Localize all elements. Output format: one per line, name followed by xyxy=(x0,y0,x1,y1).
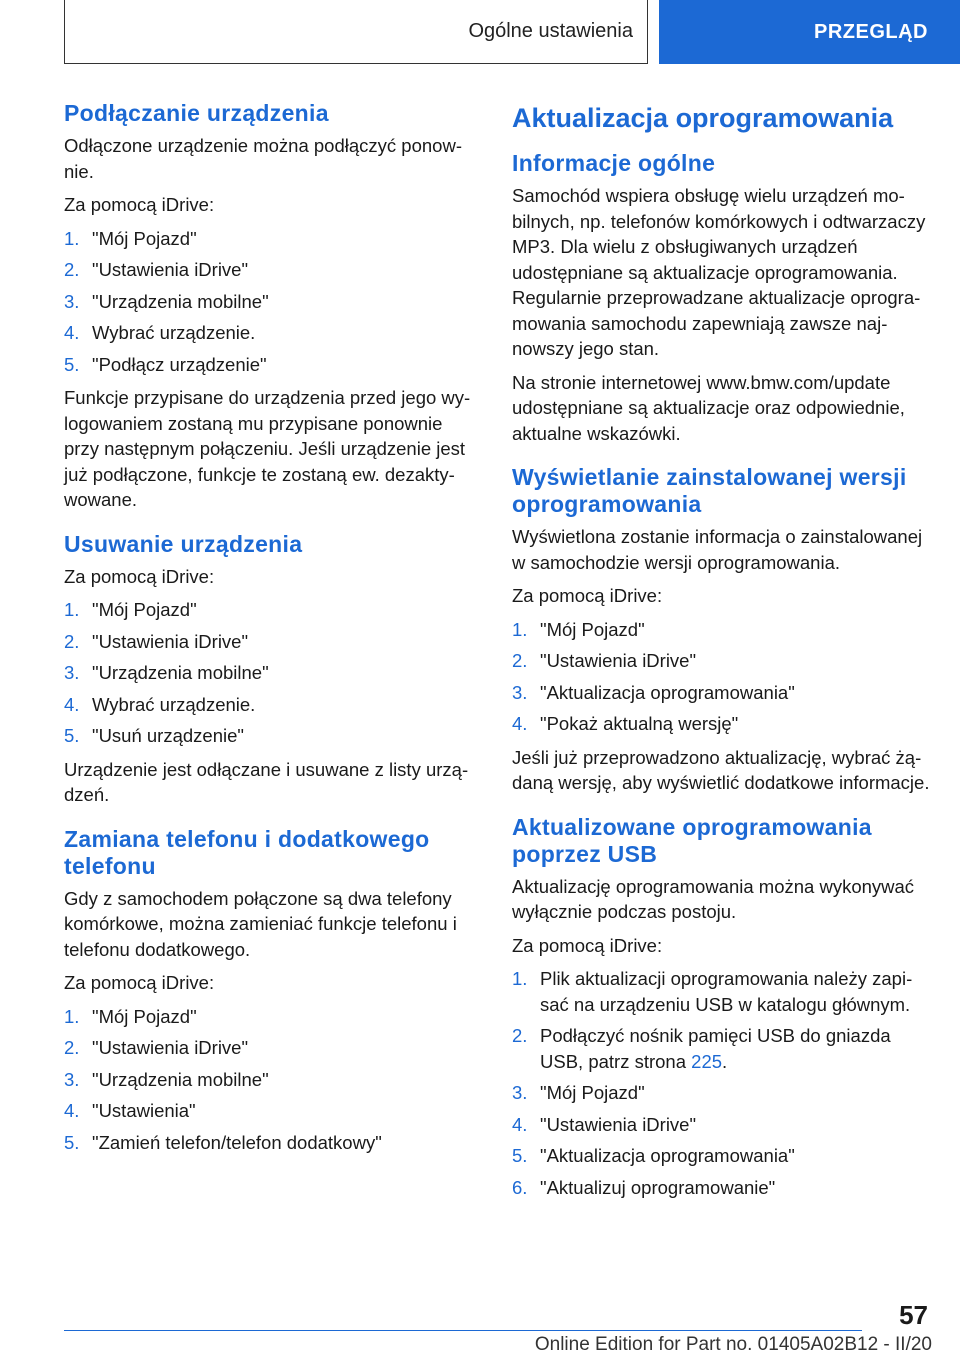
swap-intro: Gdy z samochodem połączone są dwa telefony komórkowe, można zamieniać funkcje telefonu i telefonu dodatkowego. xyxy=(64,887,457,960)
list-item xyxy=(64,226,482,252)
heading-swap-phone: Zamiana telefonu i dodatkowego telefonu xyxy=(64,825,430,879)
step-number: 5. xyxy=(64,353,80,375)
section-general-info xyxy=(512,150,930,446)
step-number: 4. xyxy=(64,693,80,715)
step-text: Podłączyć nośnik pamięci USB do gniazda USB, patrz strona xyxy=(540,1025,891,1072)
usb-intro: Aktualizację oprogramowania można wykonywać wyłącznie podczas postoju. xyxy=(512,875,915,922)
step-number: 4. xyxy=(512,713,528,734)
list-item xyxy=(64,1067,482,1093)
swap-steps xyxy=(64,1004,482,1156)
list-item xyxy=(64,1130,482,1156)
step-text: "Urządzenia mobilne" xyxy=(92,1068,269,1090)
step-text: "Pokaż aktualną wersję" xyxy=(540,713,739,734)
step-text: "Mój Pojazd" xyxy=(92,599,197,620)
list-item xyxy=(512,1175,930,1201)
connect-via: Za pomocą iDrive: xyxy=(64,194,215,215)
step-number: 5. xyxy=(64,725,80,746)
step-text: "Ustawienia iDrive" xyxy=(92,630,249,652)
step-number: 3. xyxy=(512,1082,528,1103)
usb-via: Za pomocą iDrive: xyxy=(512,934,663,956)
step-number: 5. xyxy=(64,1131,80,1153)
list-item xyxy=(64,1035,482,1061)
step-text: "Aktualizacja oprogramowania" xyxy=(540,681,795,703)
step-text: "Urządzenia mobilne" xyxy=(92,662,269,683)
step-text: "Ustawienia iDrive" xyxy=(540,1113,697,1135)
right-column xyxy=(512,100,930,1218)
step-number: 4. xyxy=(64,1100,80,1121)
step-number: 2. xyxy=(64,630,80,652)
step-number: 1. xyxy=(64,227,80,249)
step-text: "Usuń urządzenie" xyxy=(92,725,244,746)
step-text: "Mój Pojazd" xyxy=(92,227,197,249)
list-item xyxy=(512,1023,930,1074)
version-via: Za pomocą iDrive: xyxy=(512,585,663,606)
tab-overview[interactable] xyxy=(659,0,960,64)
step-text: "Podłącz urządzenie" xyxy=(92,353,267,375)
list-item xyxy=(64,1004,482,1030)
step-number: 5. xyxy=(512,1145,528,1166)
list-item xyxy=(64,289,482,315)
step-number: 2. xyxy=(64,1037,80,1058)
remove-note: Urządzenie jest odłączane i usuwane z listy urządzeń. xyxy=(64,758,469,805)
step-number: 3. xyxy=(64,1068,80,1090)
connect-intro: Odłączone urządzenie można podłączyć ponownie. xyxy=(64,135,462,182)
step-text: "Mój Pojazd" xyxy=(540,618,645,640)
step-text: Plik aktualizacji oprogramowania należy zapisać na urządzeniu USB w katalogu głównym. xyxy=(540,968,913,1015)
section-show-version xyxy=(512,464,930,796)
heading-show-version: Wyświetlanie zainstalowanej wersji oprogramowania xyxy=(512,464,907,517)
version-intro: Wyświetlona zostanie informacja o zainstalowanej w samochodzie wersji oprogramowania. xyxy=(512,526,923,573)
list-item xyxy=(64,1098,482,1124)
section-remove-device xyxy=(64,531,482,808)
step-number: 3. xyxy=(64,290,80,312)
list-item xyxy=(64,597,482,623)
list-item xyxy=(512,648,930,674)
heading-general-info: Informacje ogólne xyxy=(512,150,716,176)
page-link[interactable]: 225 xyxy=(691,1050,723,1072)
section-swap-phone xyxy=(64,826,482,1156)
step-number: 4. xyxy=(512,1113,528,1135)
heading-software-update: Aktualizacja oprogramowania xyxy=(512,103,894,133)
step-text: "Mój Pojazd" xyxy=(92,1005,197,1027)
heading-connect-device: Podłączanie urządzenia xyxy=(64,100,329,126)
heading-usb-update: Aktualizowane oprogramowania poprzez USB xyxy=(512,813,872,867)
step-number: 6. xyxy=(512,1176,528,1198)
step-text: "Ustawienia iDrive" xyxy=(92,1037,249,1058)
remove-steps xyxy=(64,597,482,749)
step-text: "Ustawienia iDrive" xyxy=(92,259,249,280)
step-number: 1. xyxy=(64,1005,80,1027)
list-item xyxy=(512,711,930,737)
list-item xyxy=(64,352,482,378)
tab-general-settings[interactable] xyxy=(64,0,648,64)
footer-divider xyxy=(64,1330,862,1331)
section-usb-update xyxy=(512,814,930,1201)
list-item xyxy=(512,1112,930,1138)
section-connect-device xyxy=(64,100,482,513)
version-note: Jeśli już przeprowadzono aktualizację, wybrać żądaną wersję, aby wyświetlić dodatkowe informacje. xyxy=(512,746,930,793)
general-paragraph-1: Samochód wspiera obsługę wielu urządzeń mobilnych, np. telefonów komórkowych i odtwarzaczy MP3. Dla wielu z obsługiwanych urządzeń udostępniane są aktualizacje oprogramowania. Regularnie przeprowadzane aktualizacje oprogramowania samochodu zapewniają zawsze najnowszy jego stan. xyxy=(512,185,926,359)
step-number: 2. xyxy=(512,1025,528,1046)
connect-steps xyxy=(64,226,482,378)
tab-overview-label: PRZEGLĄD xyxy=(814,20,928,43)
step-text: "Ustawienia" xyxy=(92,1100,196,1121)
remove-via: Za pomocą iDrive: xyxy=(64,565,215,587)
step-text: Wybrać urządzenie. xyxy=(92,693,256,715)
list-item xyxy=(64,660,482,686)
connect-note: Funkcje przypisane do urządzenia przed jego wylogowaniem zostaną mu przypisane ponownie przy następnym połączeniu. Jeśli urządzenie jest już podłączone, funkcje te zostaną ew. dezaktywowane. xyxy=(64,387,471,510)
step-text: "Zamień telefon/telefon dodatkowy" xyxy=(92,1131,382,1153)
list-item xyxy=(512,617,930,643)
list-item xyxy=(512,1080,930,1106)
step-number: 1. xyxy=(512,968,528,989)
list-item xyxy=(512,1143,930,1169)
tab-general-settings-label: Ogólne ustawienia xyxy=(468,20,633,42)
left-column xyxy=(64,100,482,1173)
list-item xyxy=(512,680,930,706)
list-item xyxy=(512,966,930,1017)
list-item xyxy=(64,723,482,749)
footer-edition: Online Edition for Part no. 01405A02B12 - II/20 xyxy=(534,1334,932,1355)
list-item xyxy=(64,629,482,655)
step-number: 2. xyxy=(64,259,80,280)
general-paragraph-2: Na stronie internetowej www.bmw.com/update udostępniane są aktualizacje oraz odpowiednie, aktualne wskazówki. xyxy=(512,371,905,444)
list-item xyxy=(64,257,482,283)
page-number: 57 xyxy=(899,1300,928,1330)
step-text: "Aktualizuj oprogramowanie" xyxy=(540,1176,776,1198)
step-number: 3. xyxy=(512,681,528,703)
step-suffix: . xyxy=(722,1050,728,1072)
step-number: 1. xyxy=(64,599,80,620)
step-number: 2. xyxy=(512,650,528,671)
heading-remove-device: Usuwanie urządzenia xyxy=(64,530,303,557)
step-text: "Mój Pojazd" xyxy=(540,1082,645,1103)
list-item xyxy=(64,320,482,346)
step-text: "Urządzenia mobilne" xyxy=(92,290,269,312)
step-text: Wybrać urządzenie. xyxy=(92,322,256,343)
step-number: 3. xyxy=(64,662,80,683)
step-text: "Ustawienia iDrive" xyxy=(540,650,697,671)
list-item xyxy=(64,692,482,718)
step-number: 1. xyxy=(512,618,528,640)
version-steps xyxy=(512,617,930,737)
step-number: 4. xyxy=(64,322,80,343)
swap-via: Za pomocą iDrive: xyxy=(64,972,215,993)
usb-steps xyxy=(512,966,930,1200)
step-text: "Aktualizacja oprogramowania" xyxy=(540,1145,795,1166)
